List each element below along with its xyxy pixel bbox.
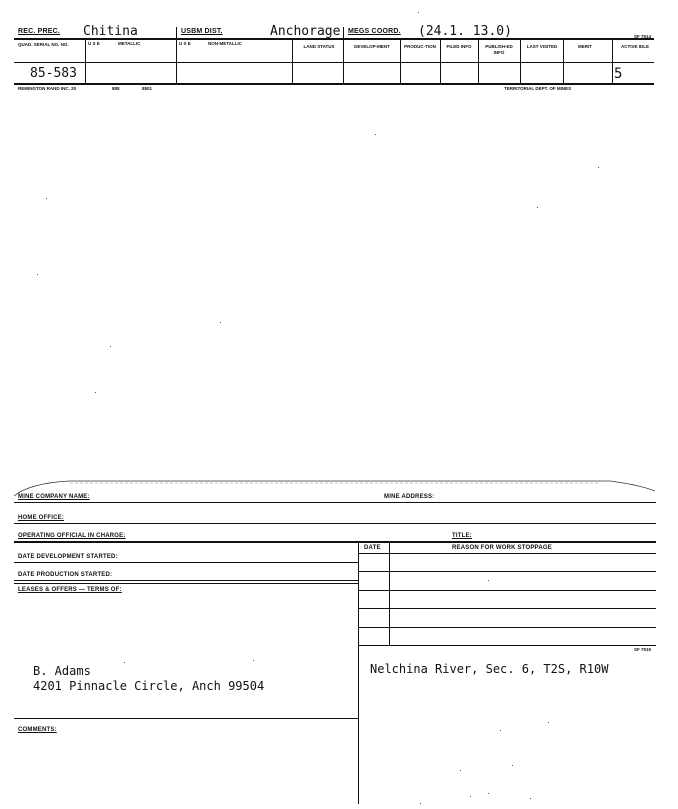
col-divider xyxy=(292,39,293,83)
col-divider xyxy=(400,39,401,83)
territorial-dept: TERRITORIAL DEPT. OF MINES xyxy=(504,86,572,91)
col-divider xyxy=(176,39,177,83)
mine-company-label: MINE COMPANY NAME: xyxy=(18,494,90,500)
usbm-dist-label: USBM DIST. xyxy=(181,28,223,35)
rule xyxy=(14,62,654,63)
printer-imprint: REMINGTON RAND INC. 20 xyxy=(18,86,77,91)
rule xyxy=(358,571,656,572)
card-edge xyxy=(0,476,678,500)
title-label: TITLE: xyxy=(452,533,472,539)
owner-address: 4201 Pinnacle Circle, Anch 99504 xyxy=(33,679,265,693)
rule xyxy=(358,608,656,609)
col-divider xyxy=(343,39,344,83)
quad-serial-label: QUAD. SERIAL NO. NO. xyxy=(18,42,69,47)
metallic-label: METALLIC xyxy=(118,41,141,46)
rec-prec-value: Chitina xyxy=(83,24,138,39)
col-divider xyxy=(358,541,359,646)
filed-info-label: FILED INFO xyxy=(446,44,472,49)
printer-code-2: 8801 xyxy=(142,86,153,91)
comments-label: COMMENTS: xyxy=(18,727,57,733)
divider xyxy=(343,27,344,38)
home-office-label: HOME OFFICE: xyxy=(18,515,65,521)
operating-official-label: OPERATING OFFICIAL IN CHARGE: xyxy=(18,533,126,539)
col-divider xyxy=(440,39,441,83)
date-column-header: DATE xyxy=(364,545,381,551)
serial-value: 85-583 xyxy=(30,66,77,81)
form-code-bottom: SF 7915 xyxy=(634,647,652,652)
rule xyxy=(14,583,358,584)
megs-coord-value: (24.1. 13.0) xyxy=(418,24,512,39)
rule xyxy=(358,590,656,591)
rule xyxy=(14,718,358,719)
rule xyxy=(358,553,656,554)
date-development-label: DATE DEVELOPMENT STARTED: xyxy=(18,554,118,560)
rule xyxy=(14,580,358,581)
location-description: Nelchina River, Sec. 6, T2S, R10W xyxy=(370,662,609,676)
rule xyxy=(14,562,358,563)
use-label-2: U S E xyxy=(179,41,191,46)
col-divider xyxy=(612,39,613,83)
rec-prec-label: REC. PREC. xyxy=(18,28,61,35)
rule xyxy=(358,627,656,628)
rule xyxy=(14,502,656,503)
col-divider xyxy=(85,39,86,83)
megs-coord-label: MEGS COORD. xyxy=(348,28,401,35)
col-divider xyxy=(389,541,390,646)
rule xyxy=(358,645,656,646)
published-info-label: PUBLISH-ED INFO xyxy=(485,44,513,55)
rule xyxy=(14,541,656,543)
use-label-1: U S E xyxy=(88,41,100,46)
non-metallic-label: NON-METALLIC xyxy=(208,41,242,46)
date-production-label: DATE PRODUCTION STARTED: xyxy=(18,572,113,578)
development-label: DEVELOP-MENT xyxy=(354,44,390,49)
rule xyxy=(14,83,654,85)
col-divider xyxy=(478,39,479,83)
form-code-top: SF 7914 xyxy=(634,34,652,39)
production-label: PRODUC-TION xyxy=(404,44,436,49)
rule xyxy=(14,38,654,40)
merit-label: MERIT xyxy=(578,44,592,49)
land-status-label: LAND STATUS xyxy=(303,44,335,49)
mine-address-label: MINE ADDRESS: xyxy=(384,494,435,500)
owner-name: B. Adams xyxy=(33,664,91,678)
leases-label: LEASES & OFFERS — TERMS OF: xyxy=(18,587,122,593)
printer-code: 888 xyxy=(112,86,120,91)
last-visited-label: LAST VISITED xyxy=(526,44,558,49)
active-idle-mark: 5 xyxy=(614,66,623,82)
usbm-dist-value: Anchorage xyxy=(270,24,341,39)
col-divider xyxy=(358,646,359,804)
rule xyxy=(14,523,656,524)
active-idle-label: ACTIVE IDLE xyxy=(620,44,649,49)
reason-column-header: REASON FOR WORK STOPPAGE xyxy=(452,545,552,551)
col-divider xyxy=(520,39,521,83)
col-divider xyxy=(563,39,564,83)
divider xyxy=(176,27,177,38)
